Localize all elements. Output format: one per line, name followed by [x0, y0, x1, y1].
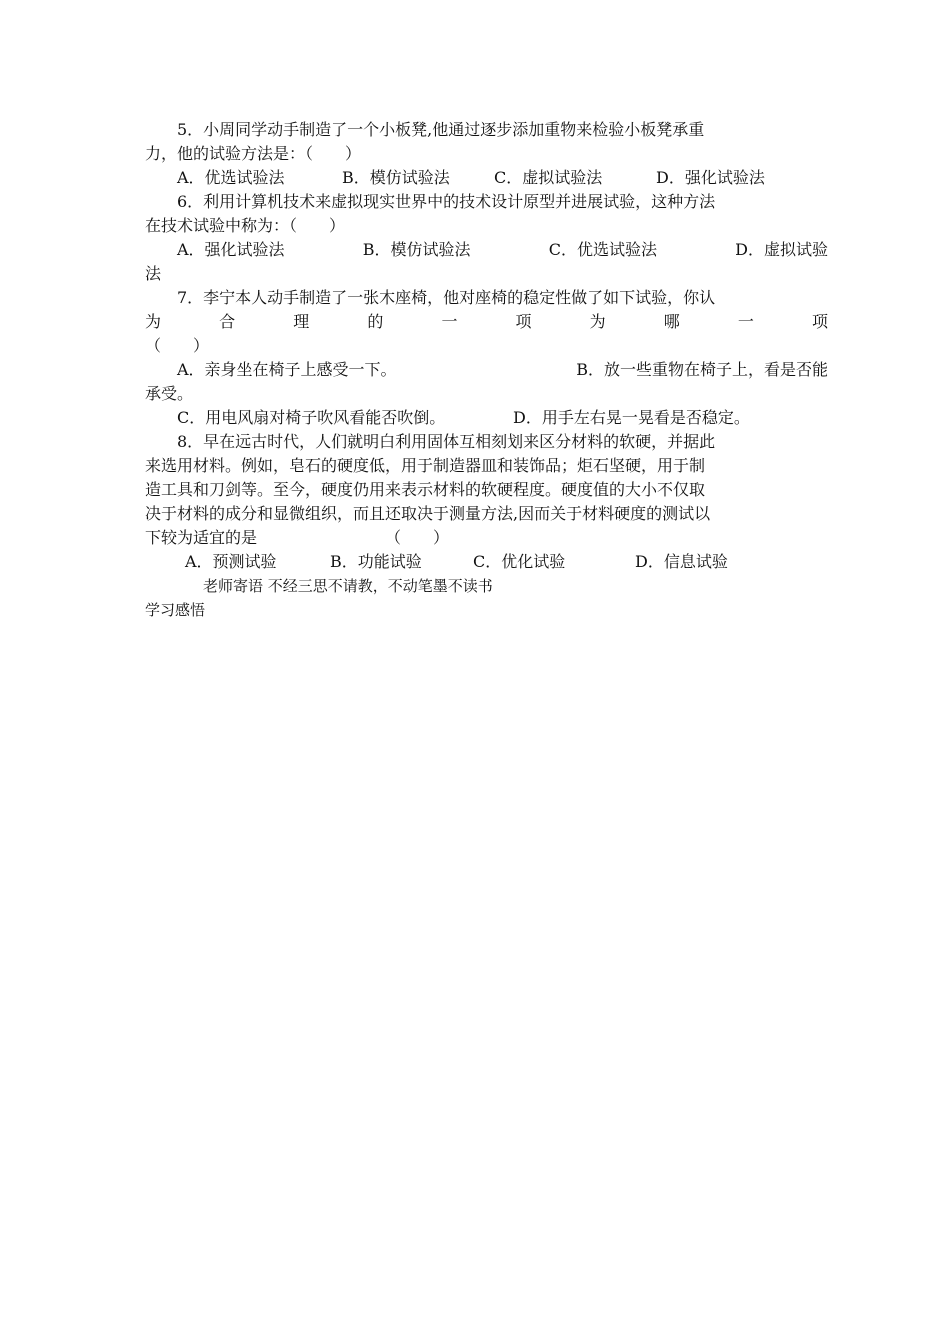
q8-option-c: C．优化试验	[473, 552, 566, 571]
reflection-label: 学习感悟	[145, 601, 206, 619]
q5-options	[145, 166, 828, 190]
q6-options	[145, 238, 828, 262]
q7-stem-line2	[145, 310, 828, 334]
q8-option-a: A．预测试验	[185, 552, 277, 571]
q8-options	[145, 550, 828, 574]
teacher-note: 老师寄语 不经三思不请教，不动笔墨不读书	[203, 577, 493, 595]
q8-stem-line4: 决于材料的成分和显微组织，而且还取决于测量方法,因而关于材料硬度的测试以	[145, 504, 711, 523]
q7-char: 为	[145, 312, 162, 331]
q8-stem-line1: 8．早在远古时代，人们就明白利用固体互相刻划来区分材料的软硬，并据此	[177, 432, 716, 451]
document-page	[145, 118, 828, 622]
q8-stem-line2: 来选用材料。例如，皂石的硬度低，用于制造器皿和装饰品；炬石坚硬，用于制	[145, 456, 706, 475]
q5-stem-line1: 5．小周同学动手制造了一个小板凳,他通过逐步添加重物来检验小板凳承重	[177, 120, 705, 139]
q7-options-ab	[145, 358, 828, 382]
q6-option-a: A．强化试验法	[177, 240, 285, 259]
q7-char: 哪	[663, 312, 680, 331]
q7-char: 项	[811, 312, 828, 331]
q7-option-b-wrap: 承受。	[145, 384, 194, 403]
q6-stem-line1: 6．利用计算机技术来虚拟现实世界中的技术设计原型并进展试验，这种方法	[177, 192, 716, 211]
q5-option-c: C．虚拟试验法	[494, 168, 603, 187]
q7-stem-line1: 7．李宁本人动手制造了一张木座椅，他对座椅的稳定性做了如下试验，你认	[177, 288, 716, 307]
q7-option-a: A．亲身坐在椅子上感受一下。	[177, 360, 397, 379]
q5-option-a: A．优选试验法	[177, 168, 285, 187]
q8-answer-paren: （ ）	[385, 528, 450, 547]
q7-option-d: D．用手左右晃一晃看是否稳定。	[513, 408, 750, 427]
q8-stem-line5	[145, 526, 828, 550]
q6-stem-line2: 在技术试验中称为：（ ）	[145, 216, 346, 235]
q7-char: 合	[219, 312, 236, 331]
q7-options-cd	[145, 406, 828, 430]
q8-option-b: B．功能试验	[330, 552, 422, 571]
q7-char: 项	[515, 312, 532, 331]
q7-char: 的	[367, 312, 384, 331]
q6-option-b: B．模仿试验法	[362, 240, 471, 259]
q7-option-c: C．用电风扇对椅子吹风看能否吹倒。	[177, 408, 446, 427]
q7-answer-paren: （ ）	[145, 336, 210, 355]
q7-char: 一	[737, 312, 754, 331]
q8-option-d: D．信息试验	[635, 552, 728, 571]
q7-option-b: B．放一些重物在椅子上，看是否能	[576, 360, 828, 379]
q5-option-b: B．模仿试验法	[342, 168, 450, 187]
q6-option-d-wrap: 法	[145, 264, 162, 283]
q8-stem-line5-text: 下较为适宜的是	[145, 528, 258, 547]
q6-option-c: C．优选试验法	[548, 240, 657, 259]
q6-option-d: D．虚拟试验	[735, 240, 828, 259]
q7-char: 为	[589, 312, 606, 331]
q7-char: 一	[441, 312, 458, 331]
q5-option-d: D．强化试验法	[656, 168, 765, 187]
q7-char: 理	[293, 312, 310, 331]
q8-stem-line3: 造工具和刀剑等。至今，硬度仍用来表示材料的软硬程度。硬度值的大小不仅取	[145, 480, 706, 499]
q5-stem-line2: 力，他的试验方法是：（ ）	[145, 144, 362, 163]
